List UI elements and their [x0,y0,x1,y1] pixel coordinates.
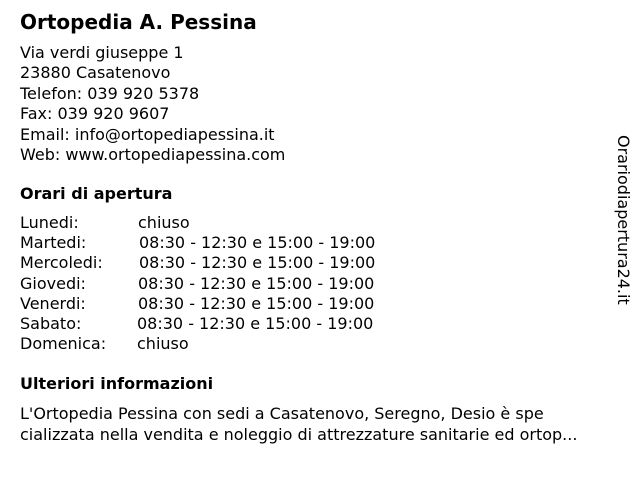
business-description [20,404,625,445]
address-city: 23880 Casatenovo [20,63,171,83]
hours-time: 08:30 - 12:30 e 15:00 - 19:00 [137,313,374,333]
description-line: cializzata nella vendita e noleggio di attrezzature sanitarie ed ortop... [20,424,578,444]
hours-time: 08:30 - 12:30 e 15:00 - 19:00 [139,233,376,253]
email-address: Email: info@ortopediapessina.it [20,124,275,144]
additional-info-heading: Ulteriori informazioni [20,374,214,393]
hours-day: Giovedi: [20,273,86,293]
fax-number: Fax: 039 920 9607 [20,104,170,124]
hours-day: Venerdi: [20,293,86,313]
hours-time: 08:30 - 12:30 e 15:00 - 19:00 [139,253,376,273]
business-name: Ortopedia A. Pessina [20,10,257,34]
hours-day: Mercoledi: [20,253,103,273]
hours-day: Domenica: [20,334,107,354]
hours-time: chiuso [137,334,189,354]
site-watermark: Orariodiapertura24.it [614,135,633,305]
description-line: L'Ortopedia Pessina con sedi a Casatenovo, Seregno, Desio è spe [20,404,544,423]
opening-hours-heading: Orari di apertura [20,184,173,203]
phone-number: Telefon: 039 920 5378 [20,83,200,103]
hours-time: 08:30 - 12:30 e 15:00 - 19:00 [138,273,375,293]
hours-time: 08:30 - 12:30 e 15:00 - 19:00 [138,293,375,313]
hours-time: chiuso [138,213,190,232]
hours-day: Sabato: [20,313,82,333]
address-street: Via verdi giuseppe 1 [20,43,184,62]
hours-day: Lunedi: [20,213,79,232]
hours-day: Martedi: [20,233,87,253]
website-address: Web: www.ortopediapessina.com [20,145,286,165]
contact-block [20,43,285,165]
